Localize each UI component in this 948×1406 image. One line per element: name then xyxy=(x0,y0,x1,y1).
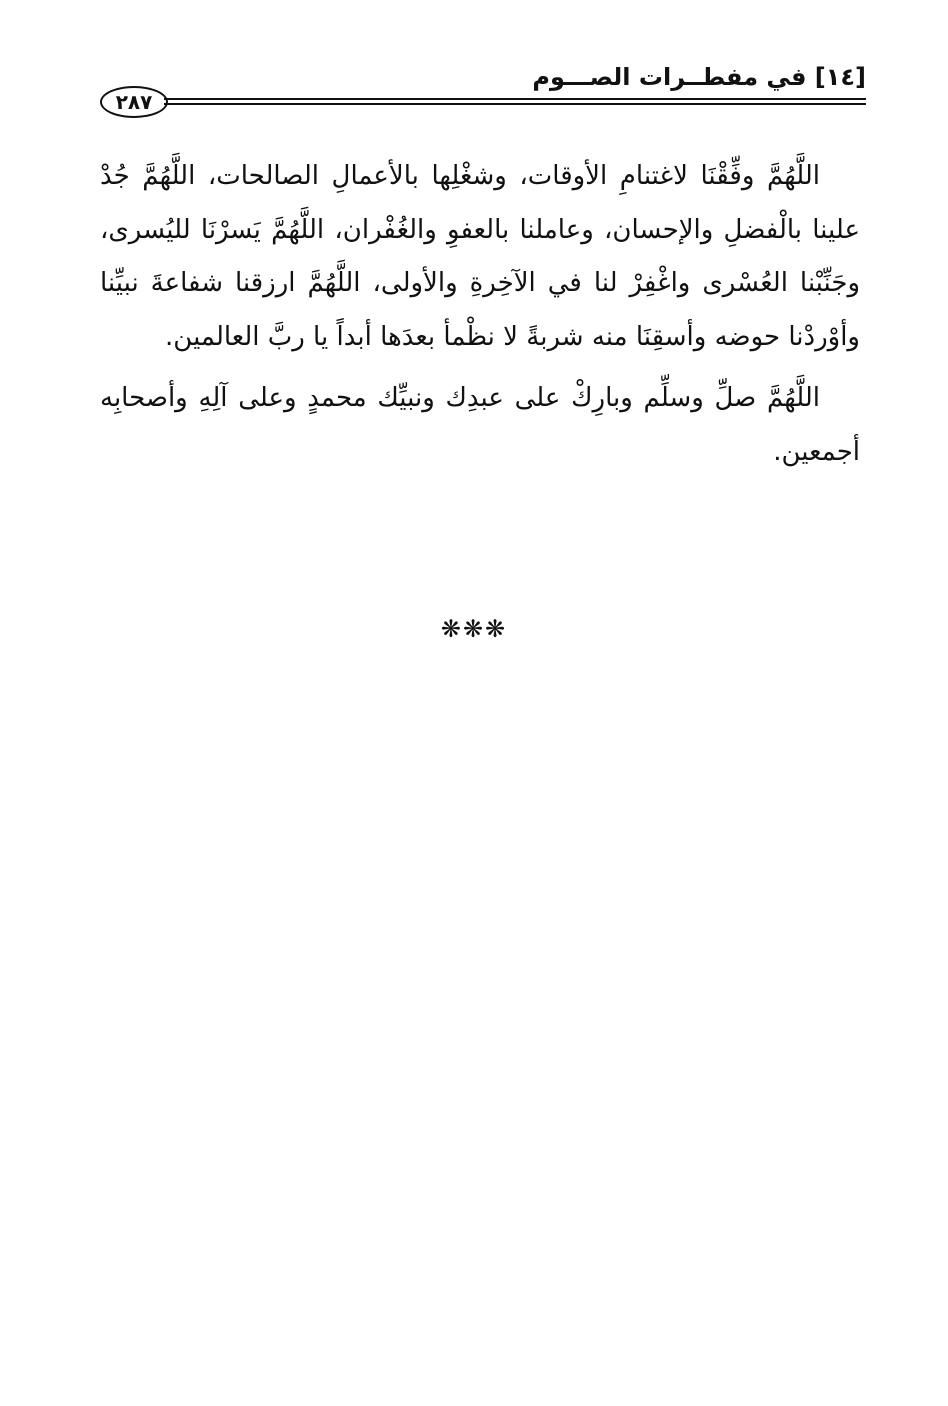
paragraph-salutation: اللَّهُمَّ صلِّ وسلِّم وبارِكْ على عبدِك ونبيِّك محمدٍ وعلى آلِهِ وأصحابِه أجمعين. xyxy=(100,383,860,467)
section-separator: ❋❋❋ xyxy=(440,615,508,643)
paragraph-prayer: اللَّهُمَّ وفِّقْنَا لاغتنامِ الأوقات، وشغْلِها بالأعمالِ الصالحات، اللَّهُمَّ جُدْ علينا بالْفضلِ والإحسان، وعاملنا بالعفوِ والغُفْران، اللَّهُمَّ يَسرْنَا لليُسرى، وجَنِّبْنا العُسْرى واغْفِرْ لنا في الآخِرةِ والأولى، اللَّهُمَّ ارزقنا شفاعةَ نبيِّنا وأوْردْنا حوضه وأسقِنَا منه شربةً لا نظْمأ بعدَها أبداً يا ربَّ العالمين. xyxy=(100,161,860,352)
chapter-title: [١٤] في مفطــرات الصـــوم xyxy=(532,63,866,91)
body-text xyxy=(100,150,860,479)
page-number: ٢٨٧ xyxy=(100,86,168,118)
header-rule xyxy=(164,98,866,105)
page-header xyxy=(100,60,866,124)
